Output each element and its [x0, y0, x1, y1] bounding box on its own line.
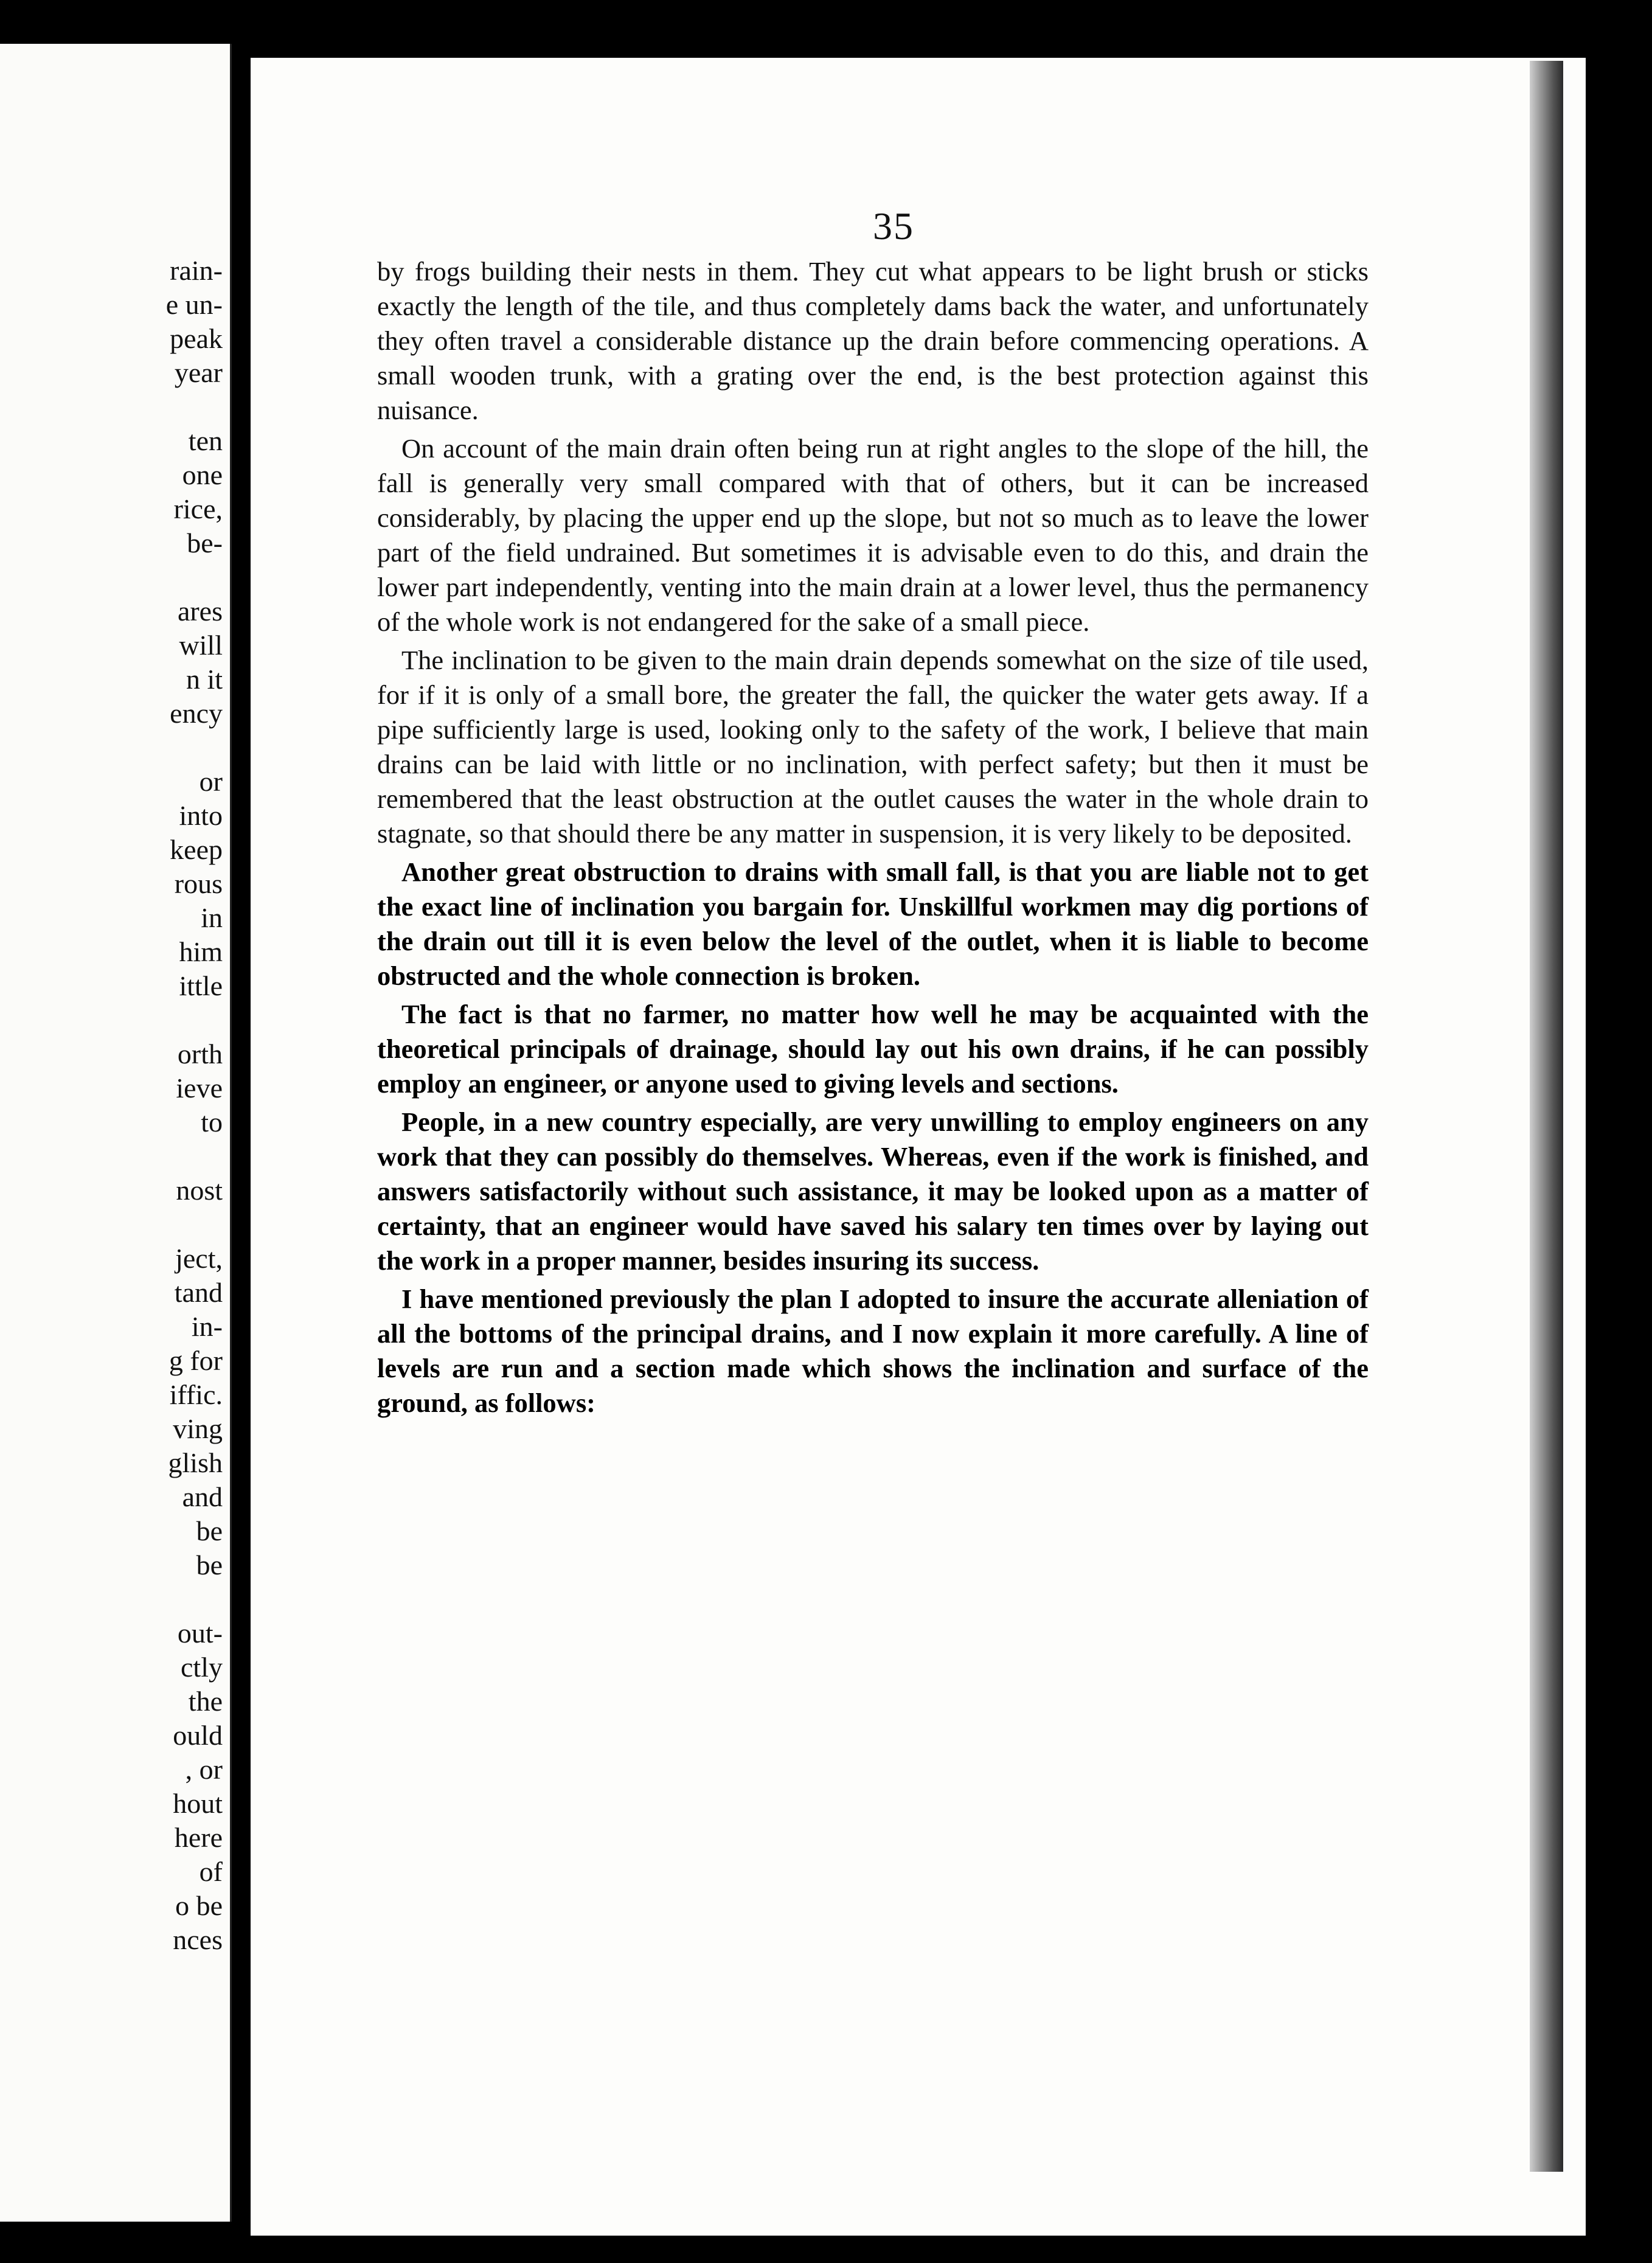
previous-page-line: , or [185, 1754, 223, 1785]
previous-page-line: out- [177, 1618, 223, 1649]
previous-page-line: ency [170, 698, 223, 729]
previous-page-line: peak [170, 323, 223, 354]
previous-page-line: glish [168, 1447, 223, 1478]
previous-page-line: n it [186, 664, 223, 695]
previous-page-line [4, 731, 223, 765]
previous-page-line: year [174, 357, 223, 388]
previous-page-line: or [199, 766, 223, 797]
previous-page-line: ctly [181, 1652, 223, 1683]
previous-page-line: e un- [165, 289, 223, 320]
previous-page-line [4, 390, 223, 424]
previous-page-line: ieve [176, 1072, 223, 1104]
previous-page-line: him [179, 936, 223, 967]
previous-page-line: ten [188, 425, 223, 456]
paragraph: On account of the main drain often being run at right angles to the slope of the hill, the fall is generally very small compared with that of others, but it can be increased considerably, by placing the upper end up the slope, but not so much as to leave the lower part of the field undrained. But sometimes it is advisable even to do this, and drain the lower part independently, venting into the main drain at a lower level, thus the permanency of the whole work is not endangered for the sake of a small piece. [377, 433, 1369, 637]
previous-page-line: here [174, 1822, 223, 1853]
previous-page-line: will [179, 630, 223, 661]
previous-page-line [4, 1582, 223, 1616]
previous-page-line: to [201, 1107, 223, 1138]
previous-page-line: orth [177, 1038, 223, 1069]
paragraph: People, in a new country especially, are very unwilling to employ engineers on any work that they can possibly do themselves. Whereas, even if the work is finished, and answers satisfactorily without such assistance, it may be looked upon as a matter of certainty, that an engineer would have saved his salary ten times over by laying out the work in a proper manner, besides insuring its success. [377, 1107, 1369, 1276]
previous-page-line: g for [168, 1345, 223, 1376]
previous-page-line [4, 560, 223, 594]
previous-page-line: one [182, 459, 223, 490]
previous-page-line: be [196, 1515, 223, 1546]
previous-page-text [4, 254, 223, 1957]
previous-page-line [4, 1139, 223, 1173]
previous-page-line: ject, [175, 1243, 223, 1274]
paragraph: by frogs building their nests in them. They cut what appears to be light brush or sticks exactly the length of the tile, and thus completely dams back the water, and unfortunately they often travel a considerable distance up the drain before commencing operations. A small wooden trunk, with a grating over the end, is the best protection against this nuisance. [377, 256, 1369, 425]
previous-page-line: keep [170, 834, 223, 865]
previous-page-line: ares [177, 596, 223, 627]
previous-page-line: ving [173, 1413, 223, 1444]
previous-page-line: iffic. [169, 1379, 223, 1410]
previous-page-line: nces [173, 1924, 223, 1955]
previous-page-line: ittle [179, 970, 223, 1001]
previous-page-line: be- [187, 527, 223, 558]
paragraph: I have mentioned previously the plan I adopted to insure the accurate alleniation of all the bottoms of the principal drains, and I now explain it more carefully. A line of levels are run and a section made which shows the inclination and surface of the ground, as follows: [377, 1284, 1369, 1418]
page-number: 35 [873, 204, 914, 248]
previous-page [0, 44, 232, 2222]
previous-page-line: the [188, 1686, 223, 1717]
previous-page-line: in- [191, 1311, 223, 1342]
previous-page-line: and [182, 1481, 223, 1512]
paragraph: The fact is that no farmer, no matter how well he may be acquainted with the theoretical principals of drainage, should lay out his own drains, if he can possibly employ an engineer, or anyone used to giving levels and sections. [377, 999, 1369, 1099]
paragraph: The inclination to be given to the main drain depends somewhat on the size of tile used, for if it is only of a small bore, the greater the fall, the quicker the water gets away. If a pipe sufficiently large is used, looking only to the safety of the work, I believe that main drains can be laid with little or no inclination, with perfect safety; but then it must be remembered that the least obstruction at the outlet causes the water in the whole drain to stagnate, so that should there be any matter in suspension, it is very likely to be deposited. [377, 645, 1369, 849]
previous-page-line: be [196, 1549, 223, 1580]
previous-page-line: rous [174, 868, 223, 899]
previous-page-line: o be [175, 1890, 223, 1921]
previous-page-line: rain- [170, 255, 223, 286]
previous-page-line [4, 1003, 223, 1037]
previous-page-line: in [201, 902, 223, 933]
previous-page-line: tand [174, 1277, 223, 1308]
previous-page-line [4, 1208, 223, 1242]
previous-page-line: of [199, 1856, 223, 1887]
previous-page-line: rice, [173, 493, 223, 524]
previous-page-line: into [179, 800, 223, 831]
page-body [377, 254, 1369, 1424]
paragraph: Another great obstruction to drains with small fall, is that you are liable not to get the exact line of inclination you bargain for. Unskillful workmen may dig portions of the drain out till it is even below the level of the outlet, when it is liable to become obstructed and the whole connection is broken. [377, 857, 1369, 991]
previous-page-line: nost [176, 1175, 223, 1206]
page-edge [1530, 61, 1563, 2172]
previous-page-line: ould [173, 1720, 223, 1751]
previous-page-line: hout [173, 1788, 223, 1819]
